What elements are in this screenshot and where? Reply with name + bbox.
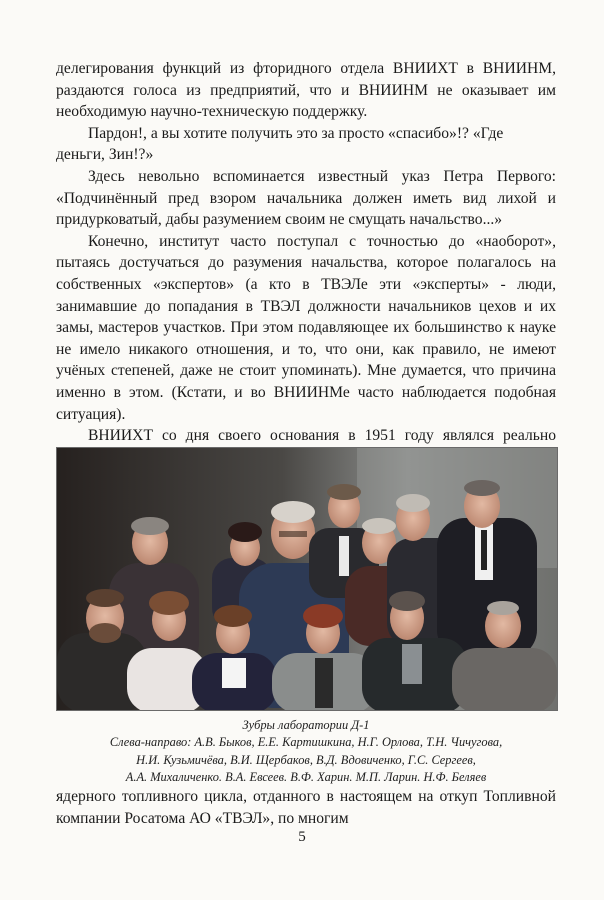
photo-caption [56, 717, 556, 787]
group-photo-image [57, 448, 557, 710]
paragraph-vniikht: ВНИИХТ со дня своего основания в 1951 году являлся реально [88, 427, 556, 445]
paragraph-pardon: Пардон!, а вы хотите получить это за просто «спасибо»!? «Где деньги, Зин!?» [56, 124, 504, 164]
paragraph-continued: делегирования функций из фторидного отдела ВНИИХТ в ВНИИНМ, раздаются голоса из предприятий, что и ВНИИНМ не оказывает им необходимую научно-техническую поддержку. [56, 60, 556, 121]
paragraph-institute: Конечно, институт часто поступал с точностью до «наоборот», пытаясь достучаться до разумения начальства, которое полагалось на собственных «экспертов» (а кто в ТВЭЛе эти «эксперты» - люди, занимавшие до попадания в ТВЭЛ должности начальников цехов и их замы, мастеров участков. При этом подавляющее их большинство к науке не имело никакого отношения, и то, что они, как правило, не имеют учёных степеней, даже не стоит упоминать). Мне думается, что причина именно в этом. (Кстати, и во ВНИИНМе часто наблюдается подобная ситуация). [56, 232, 556, 423]
caption-line-3: А.А. Михаличенко. В.А. Евсеев. В.Ф. Хаpин. М.П. Лаpин. Н.Ф. Беляев [125, 770, 487, 785]
body-text [56, 58, 556, 468]
caption-line-1: Слева-направо: А.В. Быков, Е.Е. Картишкина, Н.Г. Орлова, Т.Н. Чичугова, [109, 735, 503, 750]
paragraph-tail: ядерного топливного цикла, отданного в настоящем на откуп Топливной компании Росатома АО «ТВЭЛ», по многим [56, 788, 556, 827]
page-number: 5 [298, 829, 306, 845]
group-photo [56, 447, 558, 711]
paragraph-peter-decree: Здесь невольно вспоминается известный указ Петра Первого: «Подчинённый пред взором начальника должен иметь вид лихой и придурковатый, дабы разумением своим не смущать начальство...» [56, 167, 556, 229]
caption-title: Зубры лаборатории Д-1 [242, 718, 370, 732]
tail-text [56, 786, 556, 829]
caption-line-2: Н.И. Кузьмичёва, В.И. Щербаков, В.Д. Вдовиченко, Г.С. Сергеев, [136, 752, 476, 767]
